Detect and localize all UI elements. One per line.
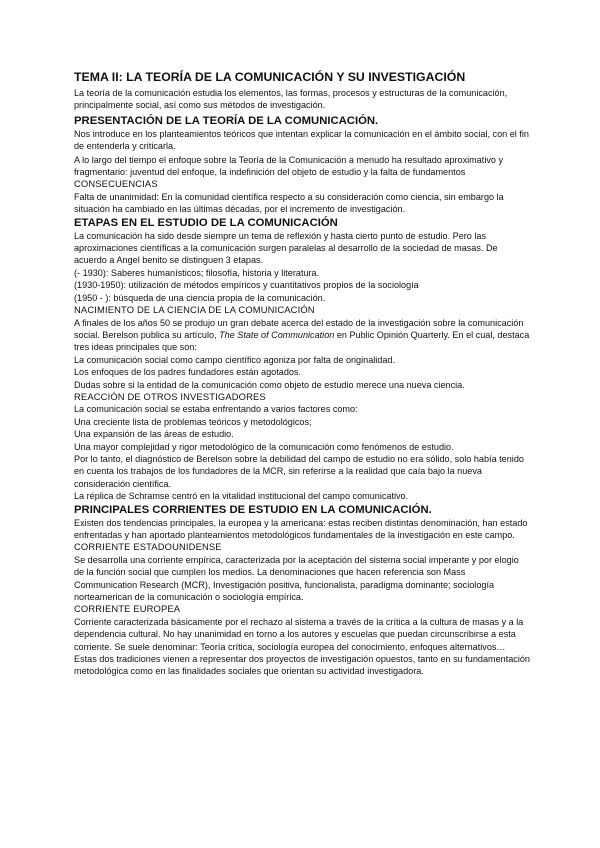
- subheading-consecuencias: CONSECUENCIAS: [74, 178, 158, 190]
- closing-paragraph: Estas dos tradiciones vienen a representar dos proyectos de investigación opuestos, tanto en su fundamentación metodológica como en las finalidades sociales que orientan su actividad investigadora.: [74, 654, 530, 677]
- etapa-item-2: (1930-1950): utilización de métodos empíricos y cuantitativos propios de la sociología: [74, 280, 419, 291]
- subheading-corriente-estadounidense: CORRIENTE ESTADOUNIDENSE: [74, 541, 222, 553]
- nacimiento-paragraph: [74, 317, 530, 354]
- section-heading-corrientes: PRINCIPALES CORRIENTES DE ESTUDIO EN LA COMUNICACIÓN.: [74, 503, 432, 516]
- presentacion-paragraph-1: Nos introduce en los planteamientos teóricos que intentan explicar la comunicación en el ámbito social, con el fin de entenderla y criticarla.: [74, 128, 529, 152]
- nacimiento-text-after: en Public Opinión Quarterly. En el cual, destaca tres ideas principales que son:: [74, 329, 530, 353]
- document-title: TEMA II: LA TEORÍA DE LA COMUNICACIÓN Y SU INVESTIGACIÓN: [74, 70, 466, 84]
- nacimiento-text-before: A finales de los años 50 se produjo un gran debate acerca del estado de la investigación sobre la comunicación social. Berelson publica su artículo,: [74, 317, 524, 340]
- factor-item-2: Una expansión de las áreas de estudio.: [74, 429, 234, 440]
- corriente-estadounidense-paragraph: Se desarrolla una corriente empírica, caracterizada por la aceptación del sistema social imperante y por elogio de la función social que cumplen los medios. La denominaciones que hacen referencia son Mass Communication Research (MCR), Investigación positiva, funcionalista, paradigma dominante; sociología norteamerican de la comunicación o sociología empírica.: [74, 554, 519, 603]
- reaccion-paragraph-3: La réplica de Schramse centró en la vitalidad institucional del campo comunicativo.: [74, 491, 409, 502]
- section-heading-presentacion: PRESENTACIÓN DE LA TEORÍA DE LA COMUNICACIÓN.: [74, 114, 379, 127]
- subheading-reaccion: REACCIÓN DE OTROS INVESTIGADORES: [74, 390, 266, 402]
- subheading-nacimiento: NACIMIENTO DE LA CIENCIA DE LA COMUNICACIÓN: [74, 304, 315, 316]
- idea-item-2: Los enfoques de los padres fundadores están agotados.: [74, 367, 302, 378]
- corriente-europea-paragraph: Corriente caracterizada básicamente por el rechazo al sistema a través de la crítica a la cultura de masas y a la dependencia cultural. No hay unanimidad en torno a los autores y escuelas que puedan circunscribirse a esta corriente. Se suele denominar: Teoría crítica, sociología europea del conocimiento, enfoques alternativos…: [74, 616, 524, 652]
- reaccion-paragraph-1: La comunicación social se estaba enfrentando a varios factores como:: [74, 404, 358, 415]
- etapas-paragraph: La comunicación ha sido desde siempre un tema de reflexión y hasta cierto punto de estudio. Pero las aproximaciones científicas a la comunicación surgen paralelas al desarrollo de la sociedad de masas. De acuerdo a Angel benito se distinguen 3 etapas.: [74, 230, 498, 266]
- idea-item-3: Dudas sobre si la entidad de la comunicación como objeto de estudio merece una nueva ciencia.: [74, 379, 465, 390]
- subheading-corriente-europea: CORRIENTE EUROPEA: [74, 603, 181, 615]
- corrientes-paragraph: Existen dos tendencias principales, la europea y la americana: estas reciben distintas denominación, han estado enfrentadas y han aportado planteamientos metodológicos fundamentales de la investigación en este campo.: [74, 517, 528, 540]
- document-body: [74, 70, 530, 678]
- etapa-item-3: (1950 - ): búsqueda de una ciencia propia de la comunicación.: [74, 292, 326, 303]
- factor-item-1: Una creciente lista de problemas teóricos y metodológicos;: [74, 416, 312, 427]
- intro-paragraph: La teoría de la comunicación estudia los elementos, las formas, procesos y estructuras de la comunicación, principalmente social, así como sus métodos de investigación.: [74, 88, 508, 111]
- article-title: The State of Communication: [219, 329, 335, 340]
- idea-item-1: La comunicación social como campo científico agoniza por falta de originalidad.: [74, 354, 395, 365]
- etapa-item-1: (- 1930): Saberes humanísticos; filosofía, historia y literatura.: [74, 267, 320, 278]
- presentacion-paragraph-2: A lo largo del tiempo el enfoque sobre la Teoría de la Comunicación a menudo ha resultado aproximativo y fragmentario: juventud del enfoque, la indefinición del objeto de estudio y la falta de fundamentos: [74, 154, 504, 178]
- consecuencias-paragraph: Falta de unanimidad: En la comunidad científica respecto a su consideración como ciencia, sin embargo la situación ha cambiado en las últimas décadas, por el incremento de investigación.: [74, 191, 504, 215]
- reaccion-paragraph-2: Por lo tanto, el diagnóstico de Berelson sobre la debilidad del campo de estudio no era sólido, solo había tenido en cuenta los trabajos de los fundadores de la MCR, sin referirse a la realidad que caía bajo la nueva consideración científica.: [74, 453, 524, 489]
- section-heading-etapas: ETAPAS EN EL ESTUDIO DE LA COMUNICACIÓN: [74, 216, 338, 229]
- factor-item-3: Una mayor complejidad y rigor metodológico de la comunicación como fenómenos de estudio.: [74, 441, 454, 452]
